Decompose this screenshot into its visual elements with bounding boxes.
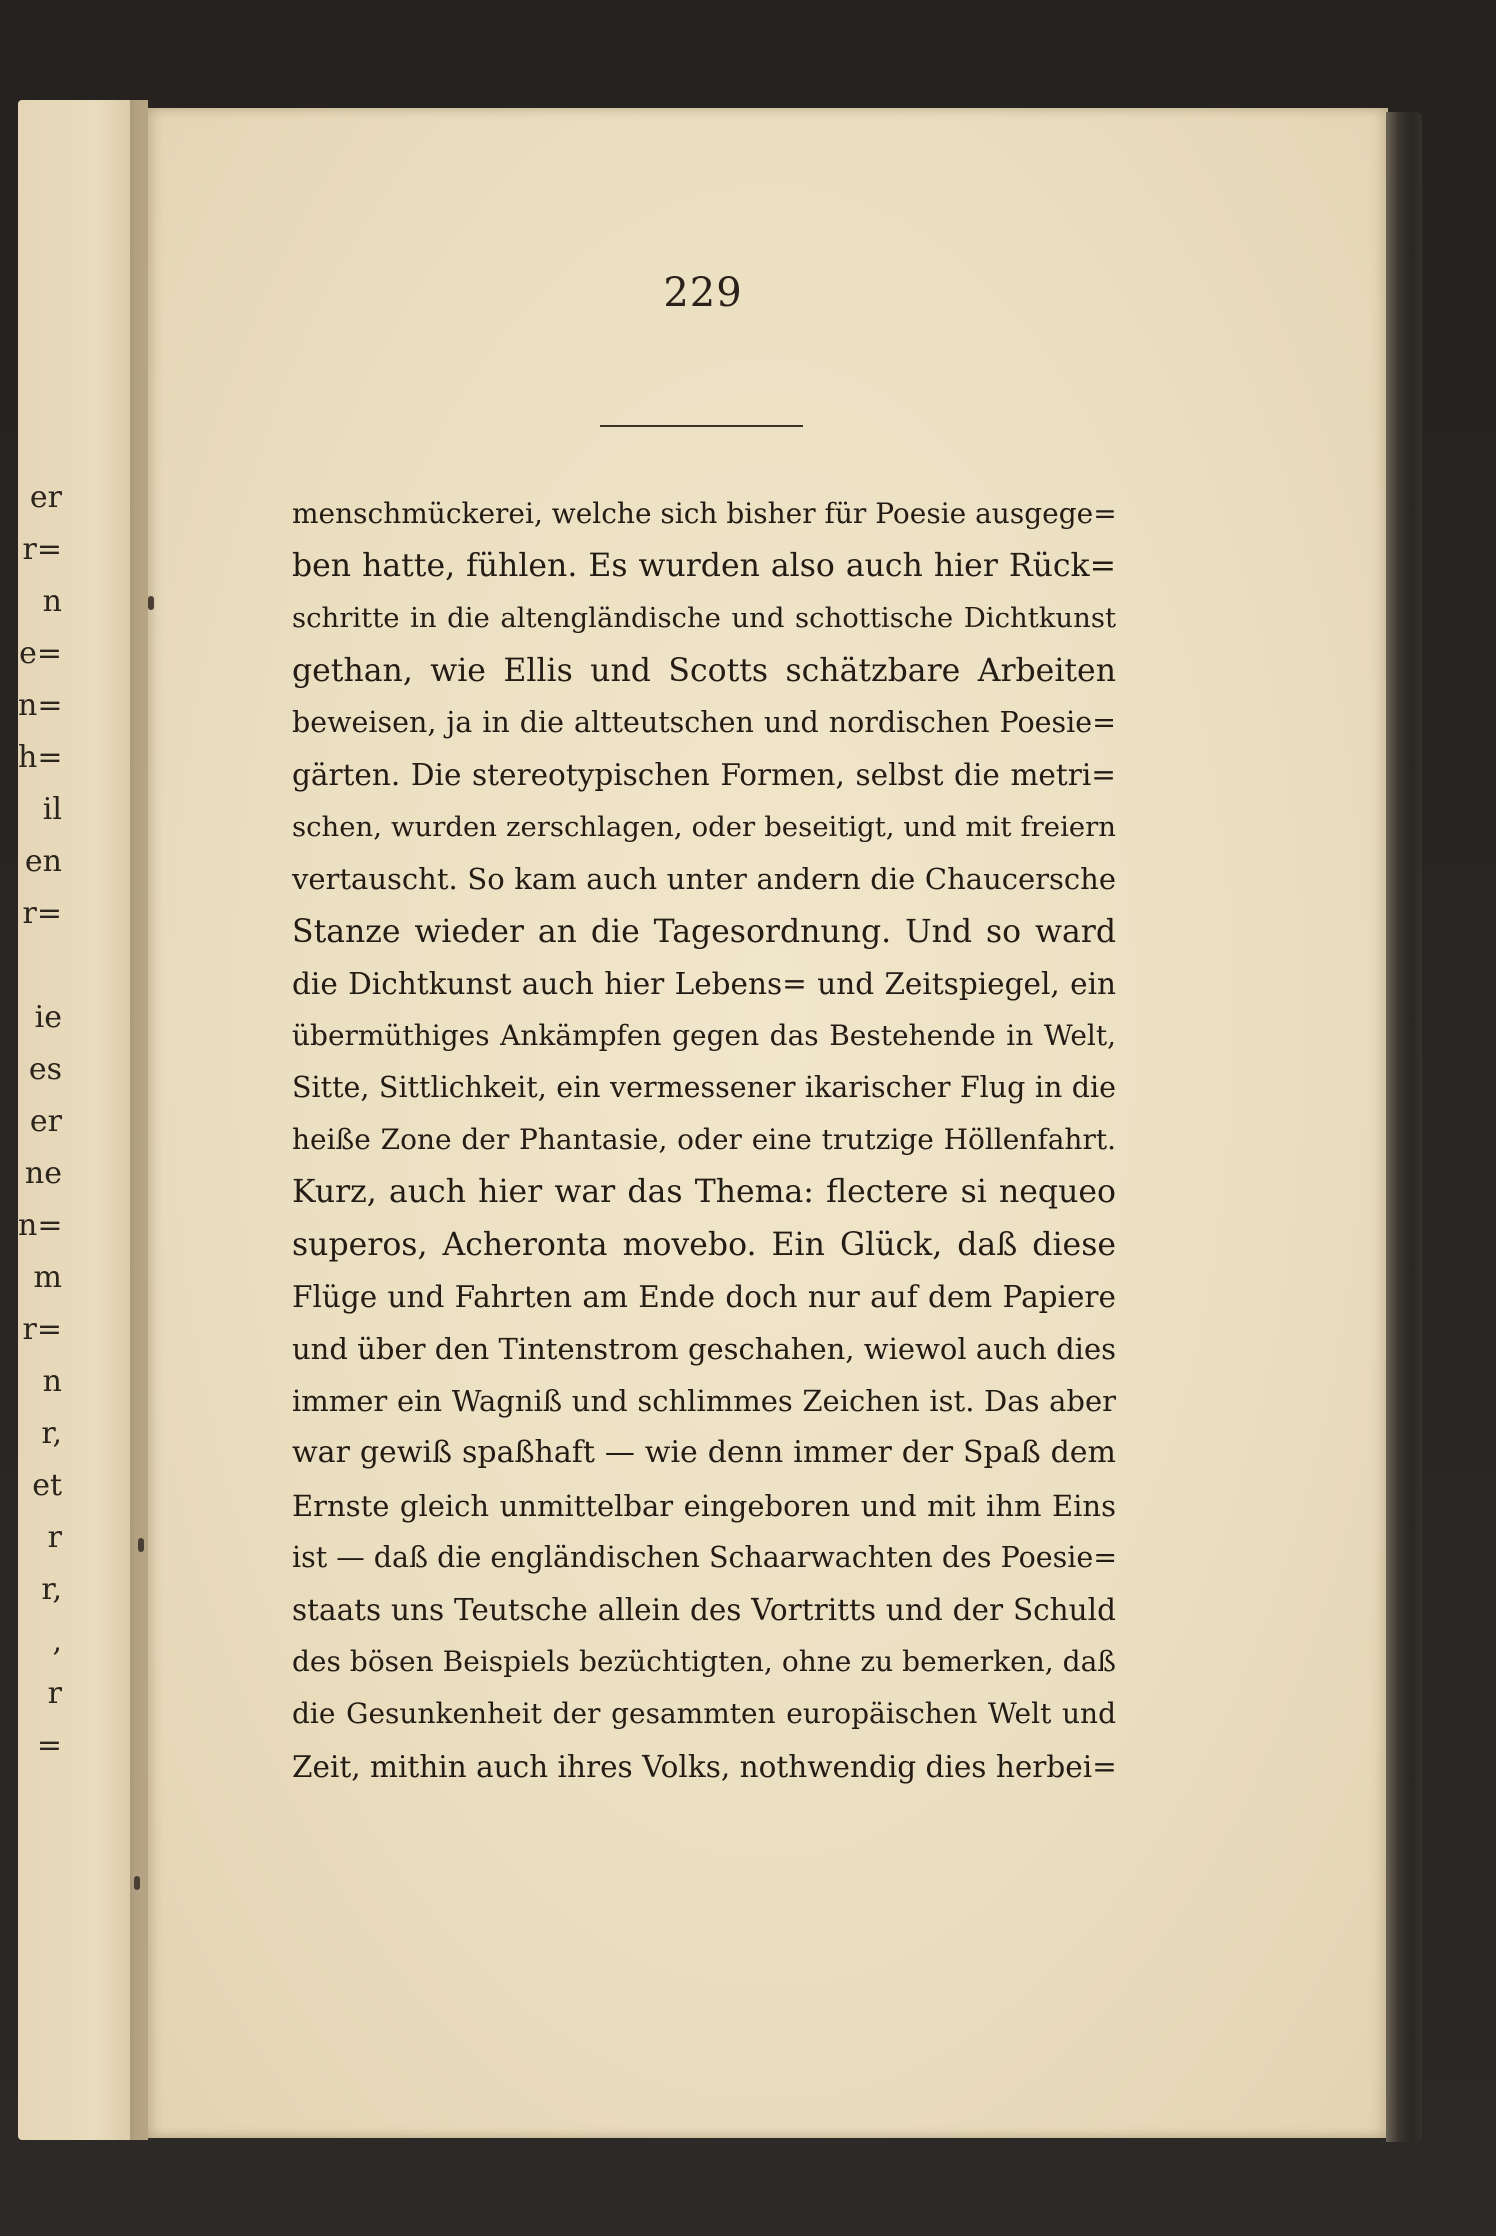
text-line: war gewiß spaßhaft — wie denn immer der Spaß dem	[292, 1435, 1116, 1471]
prev-fragment: er	[29, 1104, 62, 1139]
page-number: 229	[663, 270, 743, 316]
prev-fragment: r	[47, 1520, 62, 1555]
prev-fragment: n=	[18, 688, 62, 723]
text-line: des bösen Beispiels bezüchtigten, ohne zu bemerken, daß	[292, 1645, 1116, 1679]
prev-fragment: ne	[24, 1156, 62, 1191]
text-line: Zeit, mithin auch ihres Volks, nothwendig dies herbei=	[292, 1749, 1117, 1784]
previous-page-edge	[18, 100, 148, 2140]
text-line: Ernste gleich unmittelbar eingeboren und mit ihm Eins	[292, 1488, 1116, 1523]
prev-fragment: r=	[22, 896, 62, 931]
book-binding	[1386, 112, 1422, 2142]
prev-fragment: e=	[19, 636, 62, 671]
prev-fragment: n=	[18, 1208, 62, 1243]
prev-fragment: r,	[41, 1416, 62, 1451]
pin-mark	[148, 596, 154, 610]
text-line: schen, wurden zerschlagen, oder beseitigt, und mit freiern	[292, 811, 1116, 844]
text-line: heiße Zone der Phantasie, oder eine trutzige Höllenfahrt.	[292, 1123, 1116, 1157]
text-line: beweisen, ja in die altteutschen und nordischen Poesie=	[292, 705, 1116, 739]
prev-fragment: es	[28, 1052, 62, 1087]
prev-fragment: n	[42, 1364, 62, 1399]
page-body-text	[292, 488, 1116, 1793]
prev-fragment: r=	[22, 1312, 62, 1347]
prev-fragment: il	[42, 792, 62, 827]
text-line: und über den Tintenstrom geschahen, wiewol auch dies	[292, 1332, 1116, 1366]
prev-fragment: ,	[52, 1624, 62, 1659]
text-line: staats uns Teutsche allein des Vortritts und der Schuld	[292, 1592, 1116, 1627]
text-line: schritte in die altengländische und schottische Dichtkunst	[292, 602, 1116, 635]
prev-fragment: h=	[18, 740, 62, 775]
text-line: ben hatte, fühlen. Es wurden also auch hier Rück=	[292, 548, 1116, 585]
prev-fragment: en	[24, 844, 62, 879]
text-line: die Dichtkunst auch hier Lebens= und Zeitspiegel, ein	[292, 966, 1116, 1001]
header-rule	[600, 425, 803, 427]
prev-fragment: m	[33, 1260, 62, 1295]
text-line: ist — daß die engländischen Schaarwachten des Poesie=	[292, 1540, 1118, 1574]
text-line: Stanze wieder an die Tagesordnung. Und so ward	[292, 913, 1116, 950]
text-line: Sitte, Sittlichkeit, ein vermessener ikarischer Flug in die	[292, 1071, 1116, 1105]
text-line: gärten. Die stereotypischen Formen, selbst die metri=	[292, 757, 1116, 792]
text-line: gethan, wie Ellis und Scotts schätzbare Arbeiten	[292, 652, 1116, 689]
prev-fragment: n	[42, 584, 62, 619]
text-line: menschmückerei, welche sich bisher für Poesie ausgege=	[292, 497, 1117, 530]
prev-fragment: r,	[41, 1572, 62, 1607]
text-line: immer ein Wagniß und schlimmes Zeichen ist. Das aber	[292, 1384, 1116, 1419]
prev-fragment: r=	[22, 532, 62, 567]
prev-fragment: =	[36, 1728, 62, 1763]
prev-fragment: et	[32, 1468, 62, 1503]
text-line: vertauscht. So kam auch unter andern die Chaucersche	[292, 862, 1116, 897]
text-line: superos, Acheronta movebo. Ein Glück, daß diese	[292, 1226, 1116, 1263]
prev-fragment: r	[47, 1676, 62, 1711]
prev-fragment: er	[29, 480, 62, 515]
pin-mark	[138, 1538, 144, 1552]
pin-mark	[134, 1876, 140, 1890]
text-line: übermüthiges Ankämpfen gegen das Bestehende in Welt,	[292, 1018, 1116, 1052]
text-line: Kurz, auch hier war das Thema: flectere si nequeo	[292, 1174, 1116, 1211]
prev-fragment: ie	[34, 1000, 62, 1035]
text-line: die Gesunkenheit der gesammten europäischen Welt und	[292, 1697, 1116, 1731]
text-line: Flüge und Fahrten am Ende doch nur auf dem Papiere	[292, 1279, 1116, 1314]
